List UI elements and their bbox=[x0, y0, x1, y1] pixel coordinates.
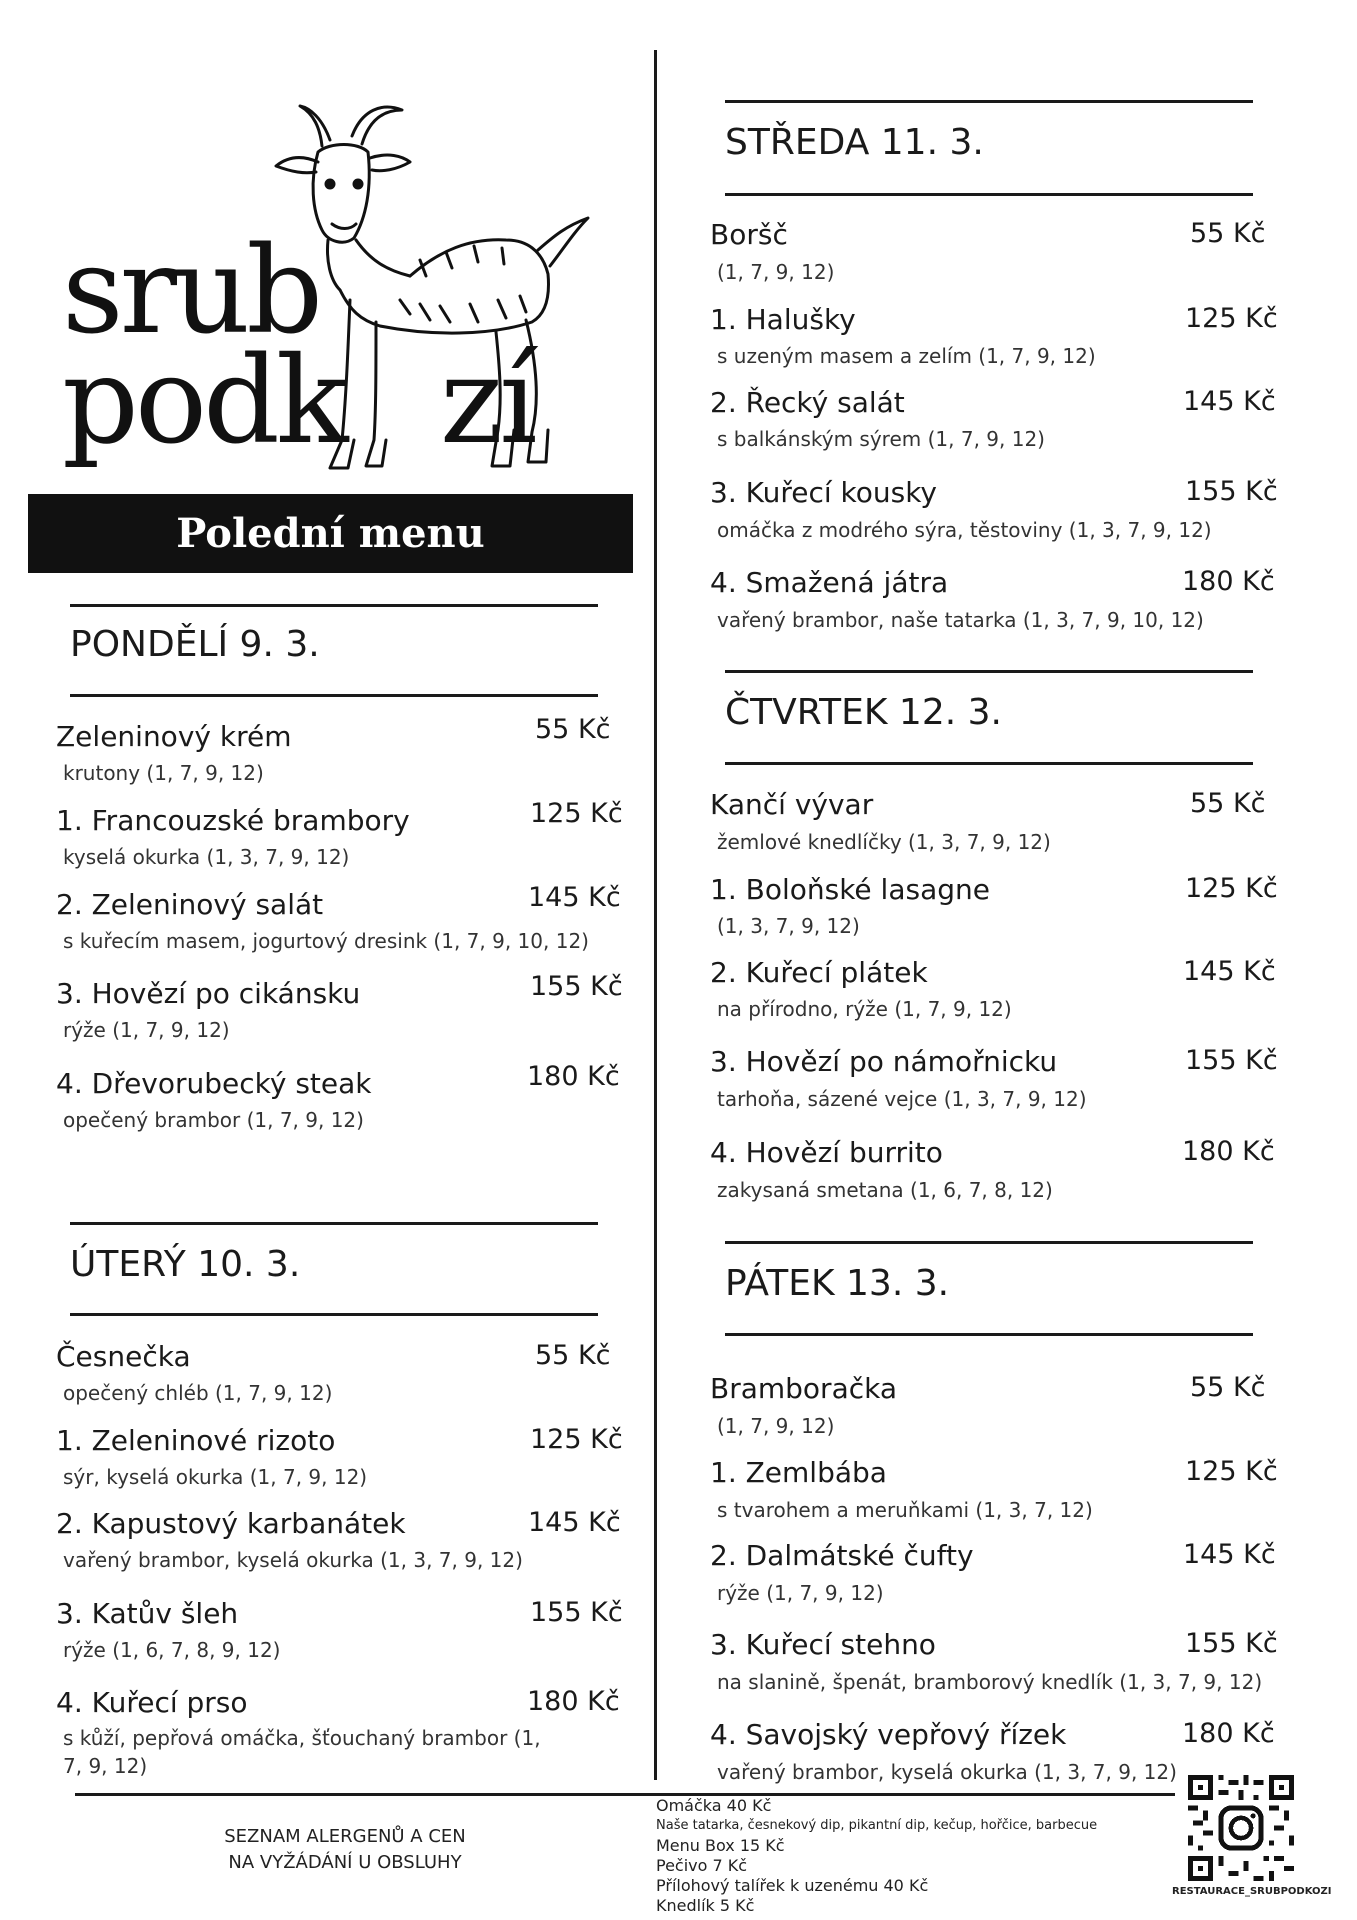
menu-item-price: 180 Kč bbox=[1182, 566, 1275, 597]
menu-item-note: vařený brambor, kyselá okurka (1, 3, 7, 9, 12) bbox=[63, 1548, 523, 1572]
extras-item: Pečivo 7 Kč bbox=[656, 1856, 748, 1875]
menu-item-name: 2. Dalmátské čufty bbox=[710, 1539, 974, 1572]
column-divider bbox=[654, 50, 657, 1780]
menu-item-price: 55 Kč bbox=[535, 1340, 611, 1371]
menu-item-price: 155 Kč bbox=[1185, 1045, 1278, 1076]
menu-item-note: tarhoňa, sázené vejce (1, 3, 7, 9, 12) bbox=[717, 1087, 1087, 1111]
menu-item-name: 4. Kuřecí prso bbox=[56, 1686, 248, 1719]
menu-item-price: 125 Kč bbox=[1185, 1456, 1278, 1487]
menu-item-price: 180 Kč bbox=[527, 1686, 620, 1717]
menu-item-price: 180 Kč bbox=[1182, 1136, 1275, 1167]
menu-item-note: kyselá okurka (1, 3, 7, 9, 12) bbox=[63, 845, 350, 869]
menu-item-price: 55 Kč bbox=[1190, 1372, 1266, 1403]
menu-item-name: Zeleninový krém bbox=[56, 720, 292, 753]
menu-item-note: sýr, kyselá okurka (1, 7, 9, 12) bbox=[63, 1465, 368, 1489]
allergen-notice-line-1: SEZNAM ALERGENŮ A CEN bbox=[224, 1826, 466, 1847]
logo-word-podk: podk bbox=[62, 332, 345, 471]
menu-item-note: opečený chléb (1, 7, 9, 12) bbox=[63, 1381, 333, 1405]
menu-item-note: na slanině, špenát, bramborový knedlík (1, 3, 7, 9, 12) bbox=[717, 1670, 1263, 1694]
menu-item-name: Boršč bbox=[710, 218, 788, 251]
section-bottom-rule bbox=[725, 1333, 1253, 1336]
menu-item-price: 125 Kč bbox=[530, 798, 623, 829]
section-bottom-rule bbox=[725, 193, 1253, 196]
menu-item-name: 4. Smažená játra bbox=[710, 566, 949, 599]
menu-item-note: rýže (1, 6, 7, 8, 9, 12) bbox=[63, 1638, 281, 1662]
logo-word-zi: zí bbox=[440, 332, 534, 471]
menu-item-note: vařený brambor, kyselá okurka (1, 3, 7, 9, 12) bbox=[717, 1760, 1177, 1784]
menu-item-price: 180 Kč bbox=[1182, 1718, 1275, 1749]
menu-item-note: s kuřecím masem, jogurtový dresink (1, 7, 9, 10, 12) bbox=[63, 929, 589, 953]
section-top-rule bbox=[70, 1222, 598, 1225]
lunch-menu-banner: Polední menu bbox=[28, 494, 633, 573]
extras-item: Přílohový talířek k uzenému 40 Kč bbox=[656, 1876, 929, 1895]
menu-item-price: 145 Kč bbox=[528, 1507, 621, 1538]
section-top-rule bbox=[725, 1241, 1253, 1244]
menu-item-note: (1, 3, 7, 9, 12) bbox=[717, 914, 860, 938]
menu-item-note: s tvarohem a meruňkami (1, 3, 7, 12) bbox=[717, 1498, 1093, 1522]
menu-item-name: 3. Katův šleh bbox=[56, 1597, 239, 1630]
day-title: ČTVRTEK 12. 3. bbox=[725, 692, 1002, 733]
menu-item-price: 155 Kč bbox=[1185, 476, 1278, 507]
menu-item-price: 145 Kč bbox=[1183, 386, 1276, 417]
menu-item-price: 55 Kč bbox=[535, 714, 611, 745]
menu-item-price: 155 Kč bbox=[530, 971, 623, 1002]
extras-item: Naše tatarka, česnekový dip, pikantní dip, kečup, hořčice, barbecue bbox=[656, 1818, 1098, 1833]
day-title: STŘEDA 11. 3. bbox=[725, 122, 984, 163]
menu-item-name: 4. Hovězí burrito bbox=[710, 1136, 943, 1169]
menu-item-note: vařený brambor, naše tatarka (1, 3, 7, 9, 10, 12) bbox=[717, 608, 1204, 632]
qr-code-icon bbox=[1188, 1775, 1294, 1881]
menu-item-price: 145 Kč bbox=[528, 882, 621, 913]
menu-item-name: 2. Zeleninový salát bbox=[56, 888, 324, 921]
extras-list bbox=[656, 1796, 1097, 1916]
menu-item-name: 1. Zeleninové rizoto bbox=[56, 1424, 336, 1457]
menu-item-note: (1, 7, 9, 12) bbox=[717, 1414, 835, 1438]
menu-item-note: (1, 7, 9, 12) bbox=[717, 260, 835, 284]
menu-item-price: 145 Kč bbox=[1183, 956, 1276, 987]
menu-item-price: 155 Kč bbox=[1185, 1628, 1278, 1659]
menu-item-price: 155 Kč bbox=[530, 1597, 623, 1628]
menu-item-name: 2. Řecký salát bbox=[710, 386, 905, 419]
menu-item-name: 1. Boloňské lasagne bbox=[710, 873, 990, 906]
day-title: PONDĚLÍ 9. 3. bbox=[70, 624, 320, 665]
menu-item-note: opečený brambor (1, 7, 9, 12) bbox=[63, 1108, 364, 1132]
menu-item-note: rýže (1, 7, 9, 12) bbox=[717, 1581, 884, 1605]
extras-item: Knedlík 5 Kč bbox=[656, 1896, 755, 1915]
instagram-handle: RESTAURACE_SRUBPODKOZI bbox=[1172, 1886, 1332, 1897]
section-top-rule bbox=[725, 670, 1253, 673]
menu-item-name: 3. Kuřecí kousky bbox=[710, 476, 937, 509]
allergen-notice bbox=[150, 1824, 540, 1876]
menu-item-name: 3. Kuřecí stehno bbox=[710, 1628, 936, 1661]
menu-item-note: rýže (1, 7, 9, 12) bbox=[63, 1018, 230, 1042]
menu-item-note: na přírodno, rýže (1, 7, 9, 12) bbox=[717, 997, 1012, 1021]
menu-item-name: 3. Hovězí po cikánsku bbox=[56, 977, 361, 1010]
menu-item-name: Česnečka bbox=[56, 1340, 191, 1373]
section-bottom-rule bbox=[70, 1313, 598, 1316]
menu-item-note: s balkánským sýrem (1, 7, 9, 12) bbox=[717, 427, 1045, 451]
menu-item-name: 2. Kapustový karbanátek bbox=[56, 1507, 406, 1540]
section-top-rule bbox=[725, 100, 1253, 103]
menu-item-note: krutony (1, 7, 9, 12) bbox=[63, 761, 264, 785]
menu-item-name: Bramboračka bbox=[710, 1372, 898, 1405]
menu-item-name: 1. Halušky bbox=[710, 303, 856, 336]
section-bottom-rule bbox=[70, 694, 598, 697]
menu-item-name: 3. Hovězí po námořnicku bbox=[710, 1045, 1058, 1078]
menu-item-name: 4. Dřevorubecký steak bbox=[56, 1067, 372, 1100]
menu-item-name: 4. Savojský vepřový řízek bbox=[710, 1718, 1067, 1751]
menu-item-note: omáčka z modrého sýra, těstoviny (1, 3, 7, 9, 12) bbox=[717, 518, 1212, 542]
menu-item-name: 1. Francouzské brambory bbox=[56, 804, 410, 837]
menu-item-price: 125 Kč bbox=[530, 1424, 623, 1455]
logo-word-srub: srub bbox=[62, 222, 320, 361]
menu-item-price: 180 Kč bbox=[527, 1061, 620, 1092]
day-title: ÚTERÝ 10. 3. bbox=[70, 1244, 301, 1285]
section-bottom-rule bbox=[725, 762, 1253, 765]
menu-item-note: žemlové knedlíčky (1, 3, 7, 9, 12) bbox=[717, 830, 1051, 854]
extras-item: Menu Box 15 Kč bbox=[656, 1836, 785, 1855]
extras-item: Omáčka 40 Kč bbox=[656, 1796, 772, 1815]
allergen-notice-line-2: NA VYŽÁDÁNÍ U OBSLUHY bbox=[228, 1852, 462, 1873]
menu-item-name: 1. Zemlbába bbox=[710, 1456, 887, 1489]
menu-item-price: 145 Kč bbox=[1183, 1539, 1276, 1570]
section-top-rule bbox=[70, 604, 598, 607]
menu-item-price: 55 Kč bbox=[1190, 218, 1266, 249]
menu-item-note: zakysaná smetana (1, 6, 7, 8, 12) bbox=[717, 1178, 1053, 1202]
menu-item-note: s uzeným masem a zelím (1, 7, 9, 12) bbox=[717, 344, 1096, 368]
menu-item-price: 55 Kč bbox=[1190, 788, 1266, 819]
menu-item-name: 2. Kuřecí plátek bbox=[710, 956, 928, 989]
menu-item-price: 125 Kč bbox=[1185, 873, 1278, 904]
menu-item-name: Kančí vývar bbox=[710, 788, 874, 821]
goat-illustration bbox=[270, 100, 640, 480]
day-title: PÁTEK 13. 3. bbox=[725, 1263, 950, 1304]
menu-item-price: 125 Kč bbox=[1185, 303, 1278, 334]
menu-item-note: s kůží, pepřová omáčka, šťouchaný brambor (1, 7, 9, 12) bbox=[63, 1726, 541, 1778]
